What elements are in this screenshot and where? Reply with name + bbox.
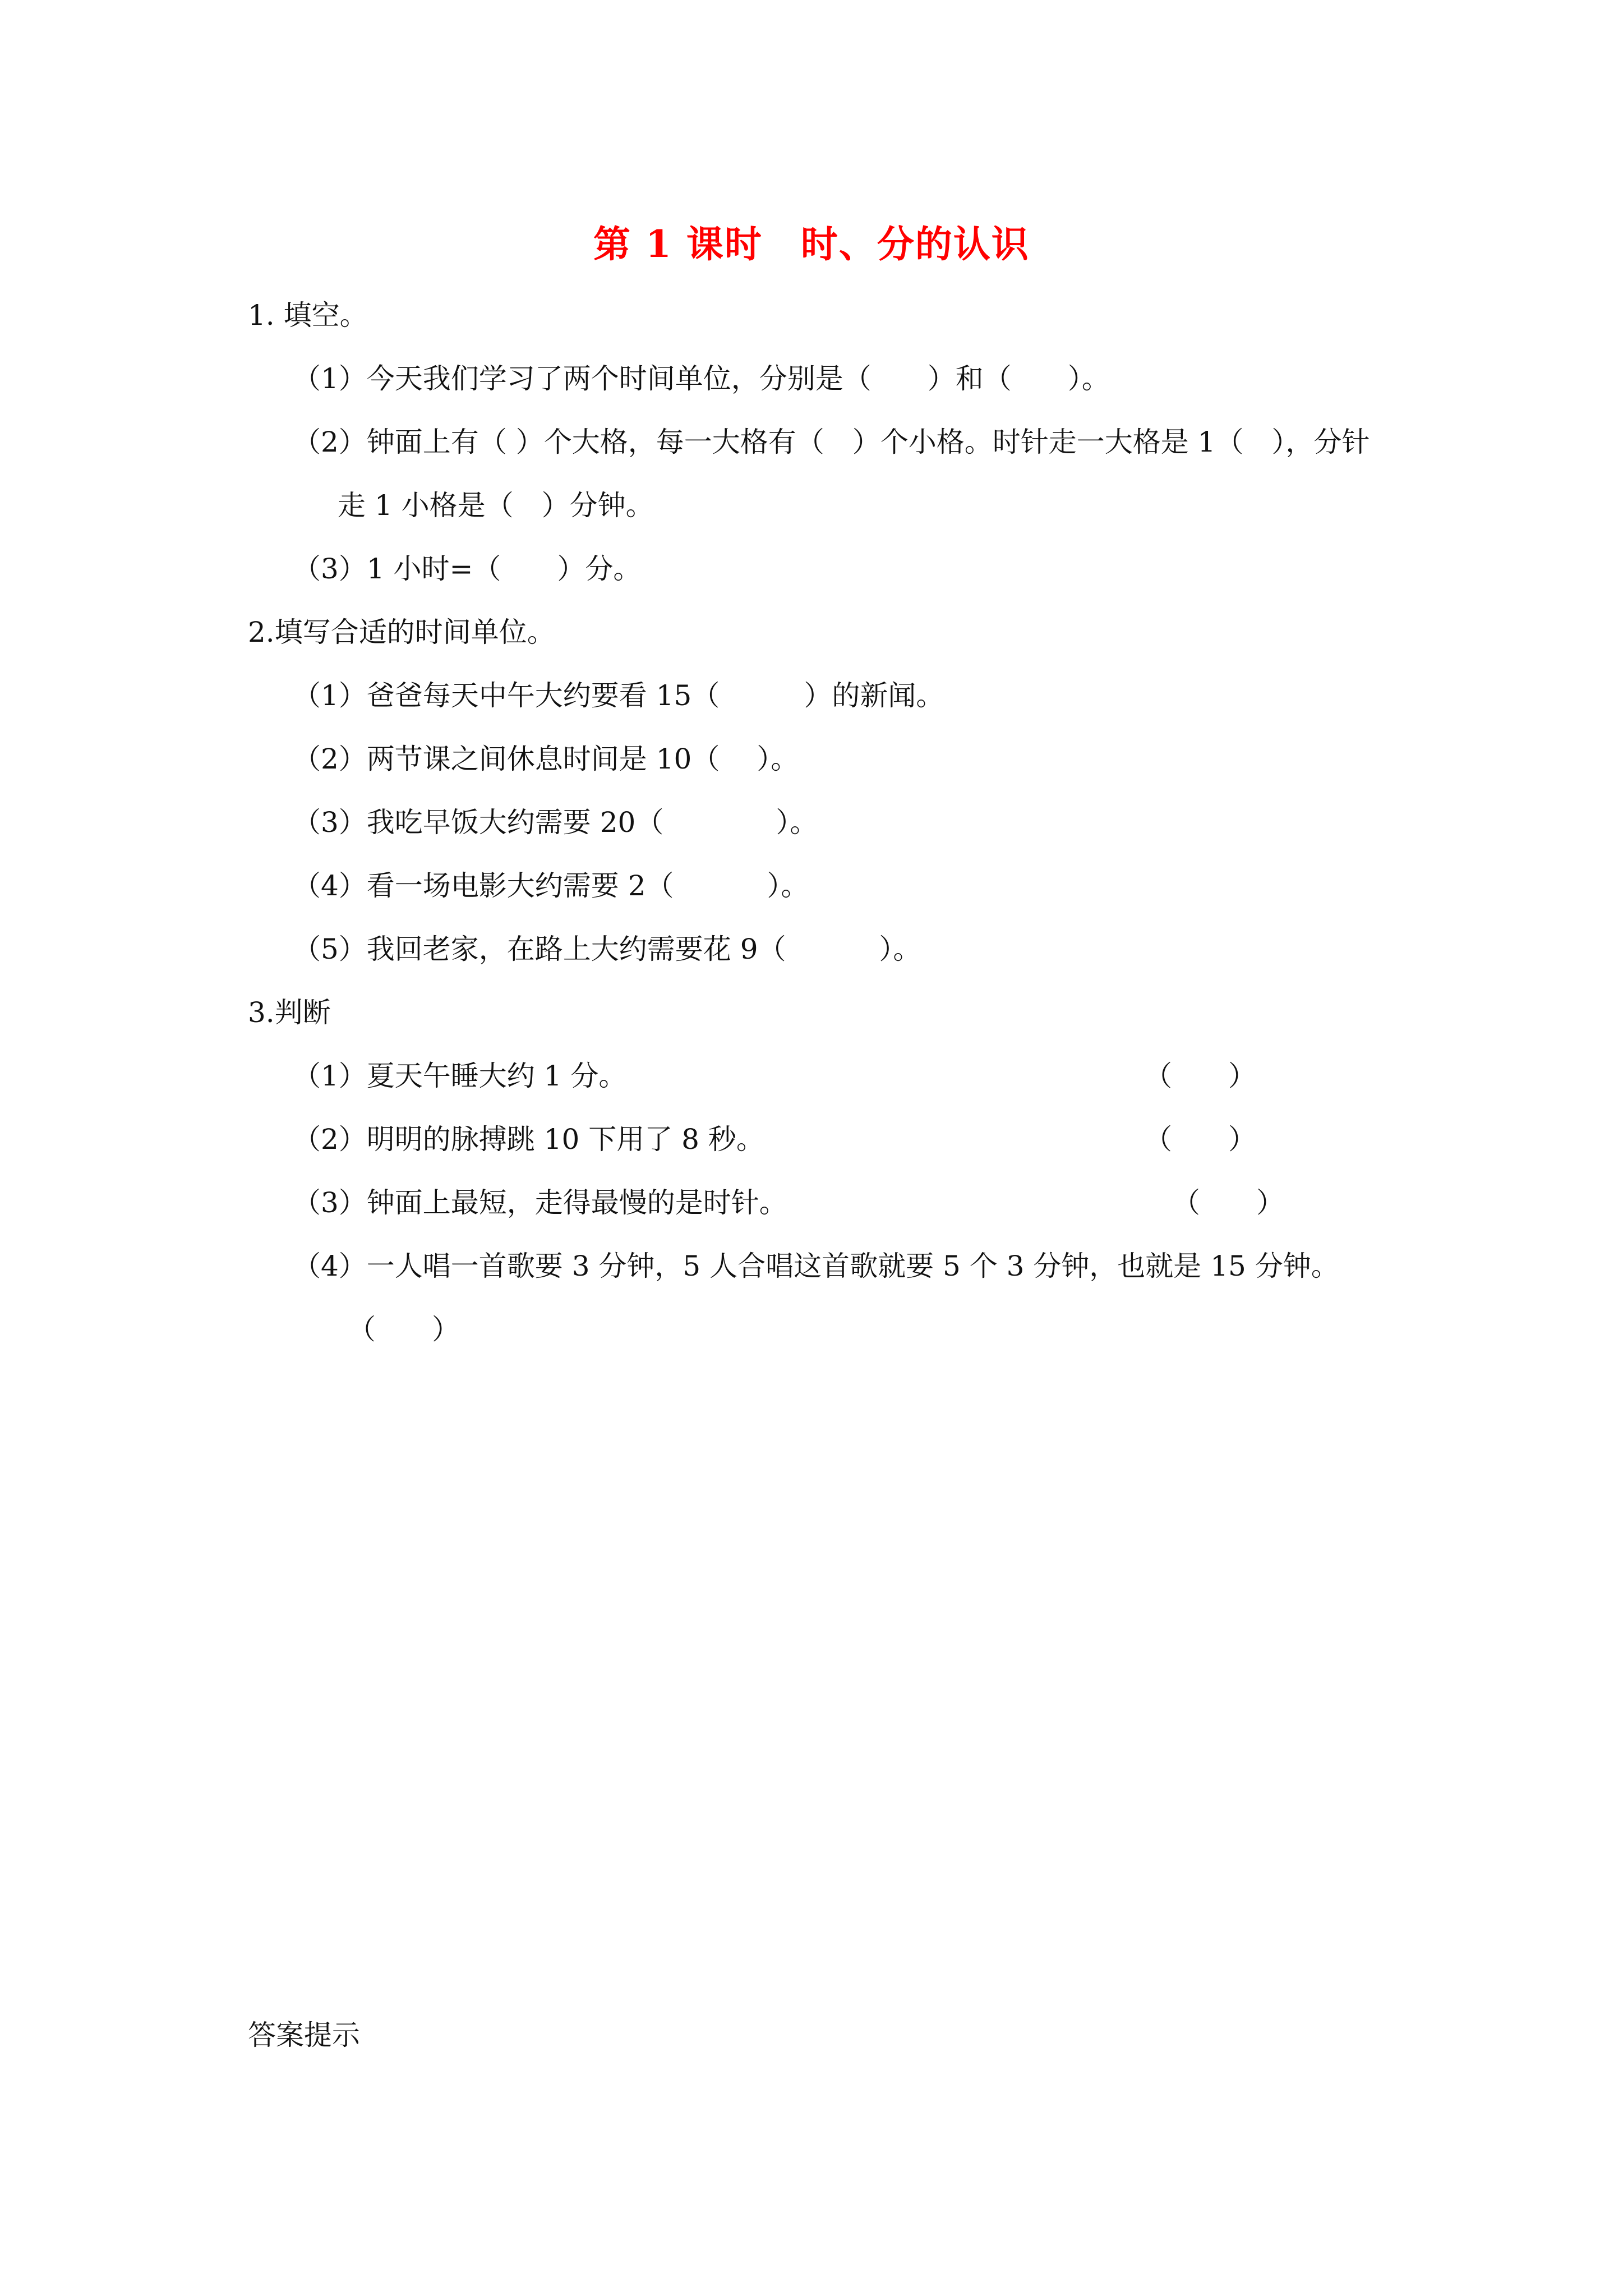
section3-item-1: （1）夏天午睡大约 1 分。 [293, 1060, 627, 1092]
section2-item-1: （1）爸爸每天中午大约要看 15（ ）的新闻。 [293, 679, 944, 712]
section1-item-2: （2）钟面上有（ ）个大格，每一大格有（ ）个小格。时针走一大格是 1（ ），分针 [293, 426, 1370, 458]
page-title: 第 1 课时 时、分的认识 [593, 222, 1030, 266]
answer-hint-heading: 答案提示 [248, 2019, 360, 2051]
section1-item-2-continued: 走 1 小格是（ ）分钟。 [338, 489, 654, 522]
section2-item-2: （2）两节课之间休息时间是 10（ ）。 [293, 743, 799, 775]
section3-item-1-answer-paren: （ ） [1144, 1060, 1256, 1092]
section2-item-3: （3）我吃早饭大约需要 20（ ）。 [293, 806, 818, 839]
section3-item-2: （2）明明的脉搏跳 10 下用了 8 秒。 [293, 1123, 764, 1156]
section3-item-2-answer-paren: （ ） [1144, 1123, 1256, 1156]
section2-heading: 2.填写合适的时间单位。 [248, 616, 555, 648]
section1-item-3: （3）1 小时=（ ）分。 [293, 553, 642, 585]
section2-item-4: （4）看一场电影大约需要 2（ ）。 [293, 869, 809, 902]
section1-heading: 1. 填空。 [248, 299, 368, 332]
section3-heading: 3.判断 [248, 996, 331, 1029]
section3-item-3: （3）钟面上最短，走得最慢的是时针。 [293, 1186, 787, 1219]
section3-item-4-answer-paren: （ ） [348, 1313, 460, 1346]
section3-item-3-answer-paren: （ ） [1172, 1186, 1284, 1219]
section3-item-4: （4）一人唱一首歌要 3 分钟，5 人合唱这首歌就要 5 个 3 分钟，也就是 15 分钟。 [293, 1250, 1339, 1282]
section2-item-5: （5）我回老家，在路上大约需要花 9（ ）。 [293, 933, 921, 965]
section1-item-1: （1）今天我们学习了两个时间单位，分别是（ ）和（ ）。 [293, 362, 1110, 395]
